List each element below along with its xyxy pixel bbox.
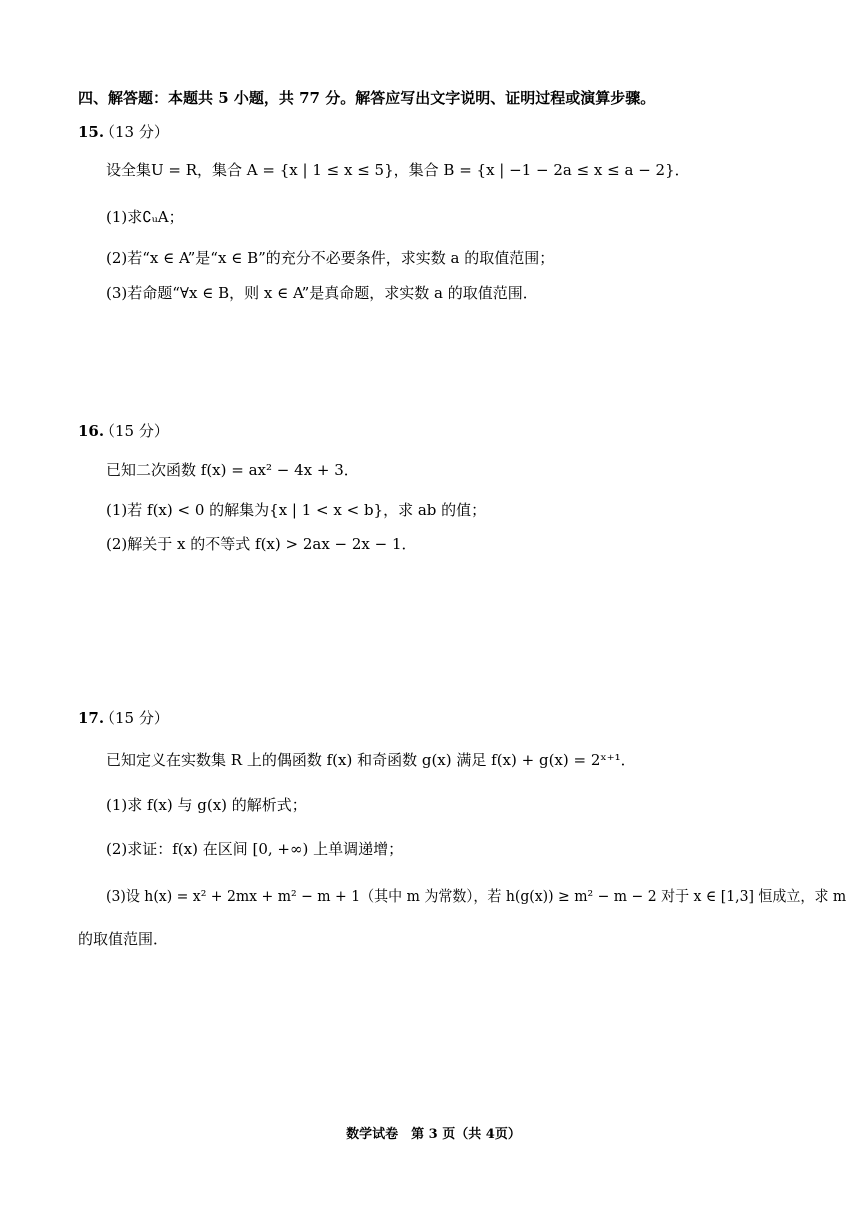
- problem-line: (1)若 f(x) < 0 的解集为{x | 1 < x < b}，求 ab 的值；: [106, 501, 487, 519]
- problem-line: (2)解关于 x 的不等式 f(x) > 2ax − 2x − 1．: [106, 535, 417, 553]
- problem-line: 已知二次函数 f(x) = ax² − 4x + 3．: [106, 461, 359, 479]
- problem-points: （15 分）: [100, 422, 169, 440]
- problem-number: 15.: [78, 123, 105, 141]
- problem-points: （15 分）: [100, 709, 169, 727]
- problem-line: (3)设 h(x) = x² + 2mx + m² − m + 1（其中 m 为常数），若 h(g(x)) ≥ m² − m − 2 对于 x ∈ [1,3] 恒成立，求 m: [106, 887, 847, 905]
- problem-line: (3)若命题“∀x ∈ B，则 x ∈ A”是真命题，求实数 a 的取值范围．: [106, 284, 538, 302]
- problem-line: (1)求 f(x) 与 g(x) 的解析式；: [106, 796, 307, 814]
- problem-line: (2)求证：f(x) 在区间 [0, +∞) 上单调递增；: [106, 840, 404, 858]
- problem-line: 已知定义在实数集 R 上的偶函数 f(x) 和奇函数 g(x) 满足 f(x) + g(x) = 2ˣ⁺¹．: [106, 751, 636, 769]
- problem-line: 的取值范围．: [78, 930, 169, 948]
- problem-points: （13 分）: [100, 123, 169, 141]
- problem-line: (1)求∁ᵤA；: [106, 208, 184, 226]
- page-footer: 数学试卷 第 3 页（共 4页）: [346, 1127, 521, 1142]
- problem-number: 16.: [78, 422, 105, 440]
- problem-number: 17.: [78, 709, 105, 727]
- problem-line: 设全集U = R，集合 A = {x | 1 ≤ x ≤ 5}，集合 B = {x | −1 − 2a ≤ x ≤ a − 2}．: [106, 161, 690, 179]
- section-header: 四、解答题：本题共 5 小题，共 77 分。解答应写出文字说明、证明过程或演算步骤。: [78, 89, 656, 107]
- problem-line: (2)若“x ∈ A”是“x ∈ B”的充分不必要条件，求实数 a 的取值范围；: [106, 249, 555, 267]
